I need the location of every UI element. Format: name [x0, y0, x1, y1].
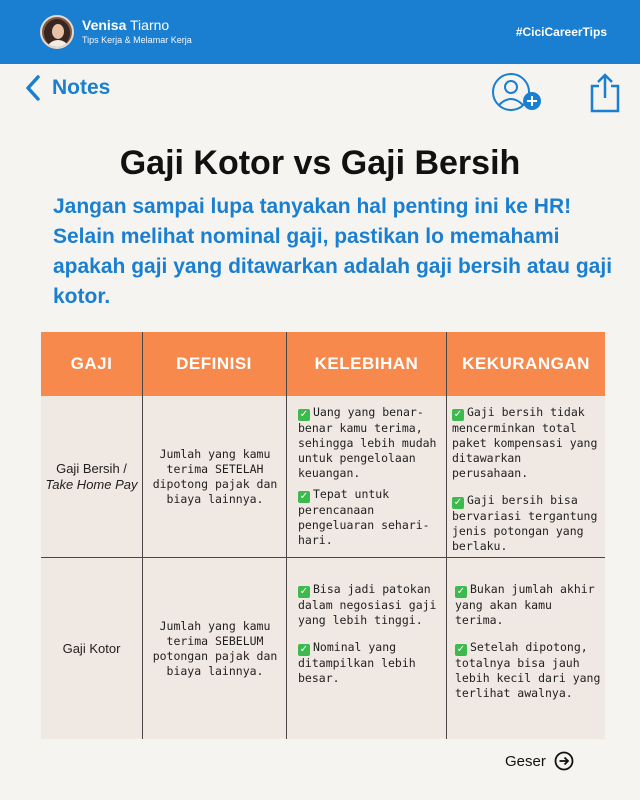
column-divider — [142, 332, 143, 739]
gaji-bersih-disadvantages — [452, 405, 602, 560]
next-slide-button[interactable] — [505, 751, 574, 771]
checkmark-icon: ✓ — [299, 644, 309, 655]
page-title: Gaji Kotor vs Gaji Bersih — [119, 144, 521, 182]
list-item: ✓ Uang yang benar-benar kamu terima, sehingga lebih mudah untuk pengelolaan keuangan. — [298, 405, 437, 480]
take-home-pay-label: Take Home Pay — [45, 476, 138, 492]
back-button[interactable] — [24, 74, 110, 102]
hashtag[interactable]: #CiciCareerTips — [515, 25, 607, 39]
gaji-bersih-definition: Jumlah yang kamu terima SETELAH dipotong pajak dan biaya lainnya. — [152, 446, 278, 506]
arrow-right-circle-icon — [554, 751, 574, 771]
top-bar — [0, 0, 640, 64]
column-header-kekurangan: KEKURANGAN — [462, 354, 590, 373]
salary-comparison-table — [41, 332, 605, 739]
table-row-gaji-kotor-label — [41, 558, 142, 739]
gaji-kotor-label: Gaji Kotor — [62, 640, 121, 656]
avatar[interactable] — [40, 15, 74, 49]
author-subtitle: Tips Kerja & Melamar Kerja — [82, 35, 192, 45]
checkmark-icon: ✓ — [453, 497, 463, 508]
intro-text: Jangan sampai lupa tanyakan hal penting ini ke HR! Selain melihat nominal gaji, pastikan lo memahami apakah gaji yang ditawarkan adalah gaji bersih atau gaji kotor. — [53, 195, 613, 308]
checkmark-icon: ✓ — [453, 409, 463, 420]
column-header-kelebihan: KELEBIHAN — [314, 354, 419, 373]
author-first-name: Venisa — [82, 17, 127, 33]
list-item: ✓ Gaji bersih tidak mencerminkan total paket kompensasi yang ditawarkan perusahaan. — [452, 405, 598, 480]
checkmark-icon: ✓ — [456, 644, 466, 655]
column-divider — [446, 332, 447, 739]
author-name[interactable] — [82, 17, 169, 33]
gaji-kotor-definition: Jumlah yang kamu terima SEBELUM potongan pajak dan biaya lainnya. — [152, 618, 278, 678]
column-header-gaji: GAJI — [70, 354, 113, 373]
list-item: ✓ Bisa jadi patokan dalam negosiasi gaji yang lebih tinggi. — [298, 582, 437, 627]
table-header — [41, 332, 605, 396]
gaji-kotor-advantages — [298, 582, 440, 692]
checkmark-icon: ✓ — [299, 491, 309, 502]
checkmark-icon: ✓ — [456, 586, 466, 597]
back-label: Notes — [52, 76, 111, 99]
chevron-left-icon — [24, 74, 42, 102]
gaji-bersih-advantages — [298, 405, 440, 554]
list-item: ✓ Tepat untuk perencanaan pengeluaran sehari-hari. — [298, 487, 430, 547]
column-divider — [286, 332, 287, 739]
column-header-definisi: DEFINISI — [176, 354, 252, 373]
list-item: ✓ Nominal yang ditampilkan lebih besar. — [298, 640, 416, 685]
share-icon[interactable] — [588, 72, 622, 114]
gaji-bersih-label: Gaji Bersih / — [56, 460, 127, 476]
add-contact-icon[interactable] — [490, 72, 542, 112]
checkmark-icon: ✓ — [299, 586, 309, 597]
next-label: Geser — [505, 752, 546, 770]
table-row-gaji-bersih-label — [41, 396, 142, 557]
checkmark-icon: ✓ — [299, 409, 309, 420]
list-item: ✓ Bukan jumlah akhir yang akan kamu terima. — [455, 582, 595, 627]
list-item: ✓ Setelah dipotong, totalnya bisa jauh lebih kecil dari yang terlihat awalnya. — [455, 640, 601, 700]
list-item: ✓ Gaji bersih bisa bervariasi tergantung jenis potongan yang berlaku. — [452, 493, 598, 553]
gaji-kotor-disadvantages — [455, 582, 602, 707]
author-last-name: Tiarno — [130, 17, 170, 33]
